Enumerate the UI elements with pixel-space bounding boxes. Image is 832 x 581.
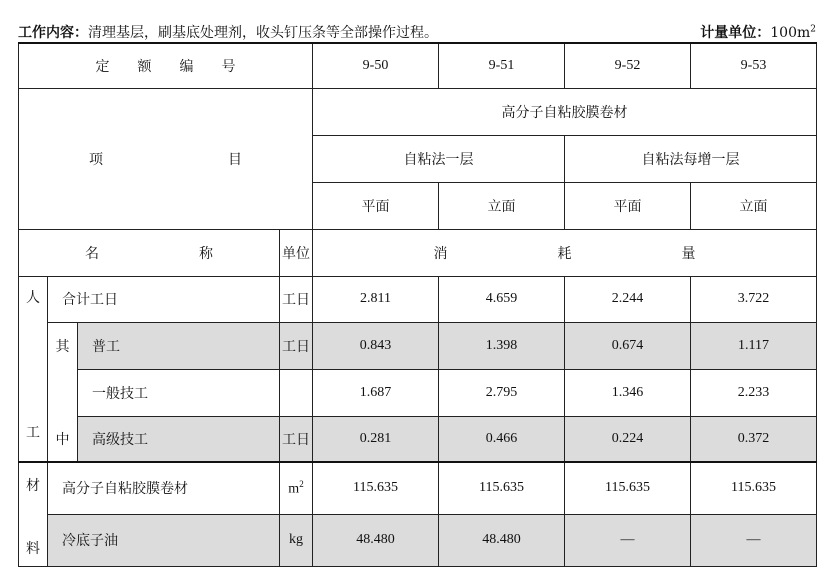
- table-row: [19, 416, 817, 462]
- row-name: 普工: [78, 322, 280, 369]
- surface-cell: 平面: [313, 182, 439, 229]
- row-unit: $m^2$: [280, 462, 313, 514]
- table-row: [19, 322, 817, 369]
- code-cell: 9-50: [313, 43, 439, 88]
- labor-cat-spacer: [19, 369, 48, 416]
- value-cell: 1.117: [691, 322, 817, 369]
- value-cell: 0.372: [691, 416, 817, 462]
- value-cell: 2.795: [439, 369, 565, 416]
- table-row: [19, 514, 817, 566]
- value-cell: 0.281: [313, 416, 439, 462]
- measure-unit-label: 计量单位：: [700, 25, 771, 41]
- row-name: 高级技工: [78, 416, 280, 462]
- measure-unit-value: 100m: [770, 25, 811, 41]
- sub-cat-spacer: [48, 369, 78, 416]
- sub-cat-top: 其: [48, 322, 78, 369]
- measure-unit: [700, 22, 816, 42]
- row-name: 一般技工: [78, 369, 280, 416]
- row-unit: 工日: [280, 416, 313, 462]
- table-row: [19, 462, 817, 514]
- value-cell: 0.224: [565, 416, 691, 462]
- value-cell: 2.233: [691, 369, 817, 416]
- value-cell: 0.466: [439, 416, 565, 462]
- value-cell: 1.346: [565, 369, 691, 416]
- labor-cat-bottom: 工: [19, 416, 48, 462]
- value-cell: 48.480: [313, 514, 439, 566]
- work-content-text: 清理基层，刷基底处理剂，收头钉压条等全部操作过程。: [88, 25, 438, 41]
- value-cell: 0.843: [313, 322, 439, 369]
- surface-cell: 立面: [439, 182, 565, 229]
- row-name: 冷底子油: [48, 514, 280, 566]
- code-cell: 9-52: [565, 43, 691, 88]
- value-cell: 115.635: [691, 462, 817, 514]
- code-cell: 9-53: [691, 43, 817, 88]
- value-cell: 3.722: [691, 276, 817, 322]
- value-cell: 115.635: [439, 462, 565, 514]
- work-content: [18, 22, 438, 42]
- labor-cat-top: 人: [19, 276, 48, 322]
- material-group-label: 高分子自粘胶膜卷材: [313, 88, 817, 135]
- value-cell: —: [565, 514, 691, 566]
- name-header-row: [19, 229, 817, 276]
- surface-cell: 平面: [565, 182, 691, 229]
- material-cat-top: 材: [19, 462, 48, 514]
- table-row: [19, 276, 817, 322]
- consumption-label: 消 耗 量: [313, 229, 817, 276]
- labor-cat-spacer: [19, 322, 48, 369]
- method-2-label: 自粘法每增一层: [565, 135, 817, 182]
- value-cell: 48.480: [439, 514, 565, 566]
- unit-column-label: 单位: [280, 229, 313, 276]
- row-unit: 工日: [280, 322, 313, 369]
- row-unit: 工日: [280, 276, 313, 322]
- measure-unit-exponent: 2: [810, 24, 816, 35]
- quota-table: [18, 42, 817, 567]
- header-line: [18, 20, 816, 42]
- value-cell: 1.398: [439, 322, 565, 369]
- method-1-label: 自粘法一层: [313, 135, 565, 182]
- value-cell: 0.674: [565, 322, 691, 369]
- value-cell: 2.811: [313, 276, 439, 322]
- name-label: 名 称: [19, 229, 280, 276]
- value-cell: 2.244: [565, 276, 691, 322]
- value-cell: 115.635: [565, 462, 691, 514]
- work-content-label: 工作内容：: [18, 25, 88, 41]
- value-cell: 115.635: [313, 462, 439, 514]
- row-name: 合计工日: [48, 276, 280, 322]
- surface-cell: 立面: [691, 182, 817, 229]
- material-group-row: [19, 88, 817, 135]
- material-cat-bottom: 料: [19, 514, 48, 566]
- row-unit: [280, 369, 313, 416]
- quota-code-row: [19, 43, 817, 88]
- item-label: 项 目: [19, 88, 313, 229]
- row-unit: kg: [280, 514, 313, 566]
- value-cell: —: [691, 514, 817, 566]
- table-row: [19, 369, 817, 416]
- quota-code-label: 定 额 编 号: [19, 43, 313, 88]
- value-cell: 1.687: [313, 369, 439, 416]
- code-cell: 9-51: [439, 43, 565, 88]
- row-name: 高分子自粘胶膜卷材: [48, 462, 280, 514]
- sub-cat-bottom: 中: [48, 416, 78, 462]
- value-cell: 4.659: [439, 276, 565, 322]
